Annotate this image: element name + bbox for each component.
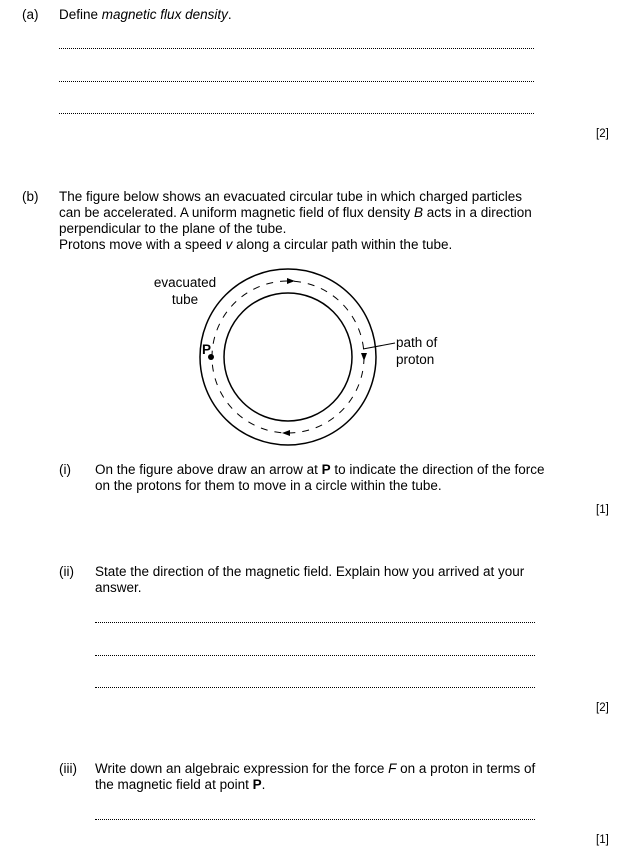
intro-l4-a: Protons move with a speed	[59, 237, 226, 252]
path-arrow-right	[361, 353, 367, 361]
marks-b-i: [1]	[596, 504, 609, 516]
label-tube-line1: evacuated	[153, 275, 217, 290]
tube-inner-wall	[224, 293, 352, 421]
sub-iii-l1-c: on a proton in terms of	[396, 761, 536, 776]
answer-line-b-ii-3[interactable]	[95, 687, 535, 688]
sub-i-l1-bold: P	[321, 462, 331, 477]
label-path-of-proton	[396, 334, 437, 368]
sub-iii-l2-b: P	[252, 777, 262, 792]
proton-path	[212, 281, 364, 433]
sub-iii-l2-c: .	[261, 777, 266, 792]
sub-i-label: (i)	[59, 462, 71, 477]
part-a-prompt-suffix: .	[227, 7, 232, 22]
part-b-label: (b)	[22, 189, 39, 204]
part-b-intro-line1: The figure below shows an evacuated circular tube in which charged particles	[59, 189, 523, 204]
part-a-prompt-term: magnetic flux density	[101, 7, 228, 22]
intro-l2-b: B	[413, 205, 423, 220]
intro-l4-c: along a circular path within the tube.	[232, 237, 453, 252]
marks-b-ii: [2]	[596, 702, 609, 714]
sub-iii-l2-a: the magnetic field at point	[95, 777, 253, 792]
answer-line-b-iii-1[interactable]	[95, 819, 535, 820]
marks-a: [2]	[596, 128, 609, 140]
intro-l2-c: acts in a direction	[422, 205, 532, 220]
tube-outer-wall	[200, 269, 376, 445]
sub-i-l1-end: to indicate the direction of the force	[330, 462, 545, 477]
sub-iii-text	[95, 761, 535, 793]
answer-line-b-ii-1[interactable]	[95, 622, 535, 623]
sub-ii-label: (ii)	[59, 564, 74, 579]
part-a-label: (a)	[22, 7, 39, 22]
sub-i-l1: On the figure above draw an arrow at	[95, 462, 322, 477]
label-evacuated-tube	[150, 274, 220, 308]
label-path-line2: proton	[396, 352, 435, 367]
sub-ii-l2: answer.	[95, 580, 142, 595]
answer-line-b-ii-2[interactable]	[95, 655, 535, 656]
sub-iii-l1-b: F	[388, 761, 397, 776]
intro-l2-a: can be accelerated. A uniform magnetic field of flux density	[59, 205, 414, 220]
path-arrow-bottom	[282, 430, 290, 436]
path-arrow-top	[287, 278, 295, 284]
sub-ii-l1: State the direction of the magnetic field. Explain how you arrived at your	[95, 564, 525, 579]
sub-i-text	[95, 462, 545, 494]
label-tube-line2: tube	[171, 292, 199, 307]
sub-ii-text	[95, 564, 524, 596]
marks-b-iii: [1]	[596, 834, 609, 846]
point-p-label: P	[202, 342, 212, 357]
sub-i-l2: on the protons for them to move in a circle within the tube.	[95, 478, 442, 493]
sub-iii-l1-a: Write down an algebraic expression for the force	[95, 761, 389, 776]
label-path-line1: path of	[396, 335, 438, 350]
part-a-prompt-prefix: Define	[59, 7, 102, 22]
intro-l4-b: v	[225, 237, 233, 252]
path-leader-line	[363, 343, 395, 349]
part-b-intro-line3: perpendicular to the plane of the tube.	[59, 221, 287, 236]
sub-iii-label: (iii)	[59, 761, 77, 776]
